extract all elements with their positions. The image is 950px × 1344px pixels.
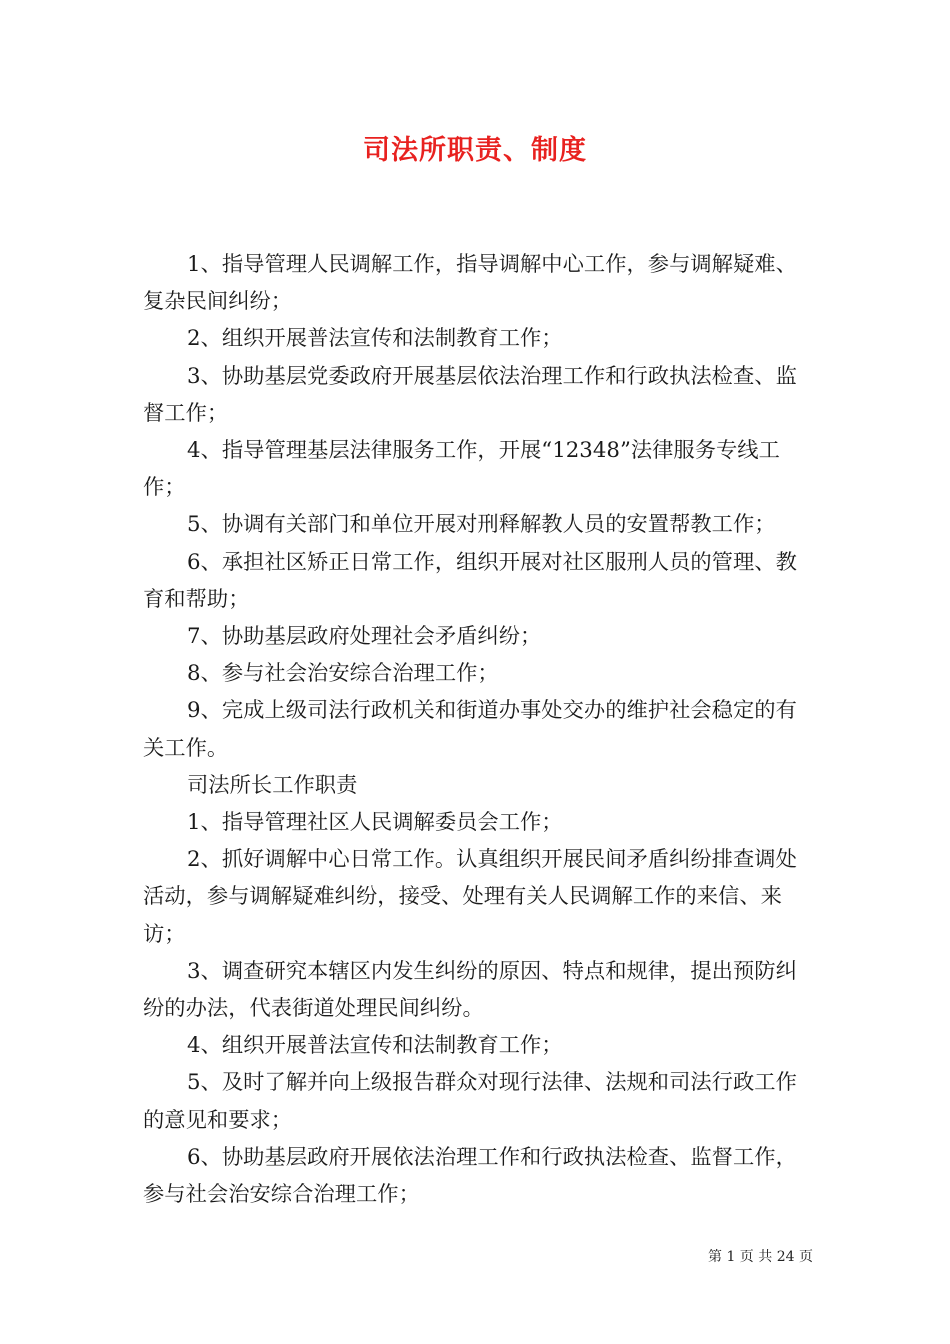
paragraph: 6、承担社区矫正日常工作，组织开展对社区服刑人员的管理、教育和帮助； <box>143 549 797 612</box>
paragraph: 5、及时了解并向上级报告群众对现行法律、法规和司法行政工作的意见和要求； <box>143 1070 797 1133</box>
paragraph: 9、完成上级司法行政机关和街道办事处交办的维护社会稳定的有关工作。 <box>143 698 797 761</box>
paragraph: 2、组织开展普法宣传和法制教育工作； <box>187 326 563 352</box>
paragraph: 4、指导管理基层法律服务工作，开展“12348”法律服务专线工作； <box>143 438 780 501</box>
paragraph: 3、协助基层党委政府开展基层依法治理工作和行政执法检查、监督工作； <box>143 363 797 426</box>
paragraph: 4、组织开展普法宣传和法制教育工作； <box>187 1033 563 1059</box>
paragraph: 5、协调有关部门和单位开展对刑释解教人员的安置帮教工作； <box>187 512 776 538</box>
paragraph: 1、指导管理人民调解工作，指导调解中心工作，参与调解疑难、复杂民间纠纷； <box>143 252 797 315</box>
page-number: 第 1 页 共 24 页 <box>708 1249 813 1265</box>
paragraph: 3、调查研究本辖区内发生纠纷的原因、特点和规律，提出预防纠纷的办法，代表街道处理民间纠纷。 <box>143 958 797 1022</box>
document-body <box>143 246 815 1213</box>
paragraph: 6、协助基层政府开展依法治理工作和行政执法检查、监督工作，参与社会治安综合治理工作； <box>143 1144 797 1208</box>
document-title: 司法所职责、制度 <box>363 135 587 166</box>
paragraph: 7、协助基层政府处理社会矛盾纠纷； <box>187 624 542 650</box>
paragraph: 1、指导管理社区人民调解委员会工作； <box>187 810 563 836</box>
paragraph: 2、抓好调解中心日常工作。认真组织开展民间矛盾纠纷排查调处活动，参与调解疑难纠纷，接受、处理有关人民调解工作的来信、来访； <box>143 847 797 947</box>
paragraph: 8、参与社会治安综合治理工作； <box>187 661 499 687</box>
section-heading: 司法所长工作职责 <box>187 772 358 798</box>
